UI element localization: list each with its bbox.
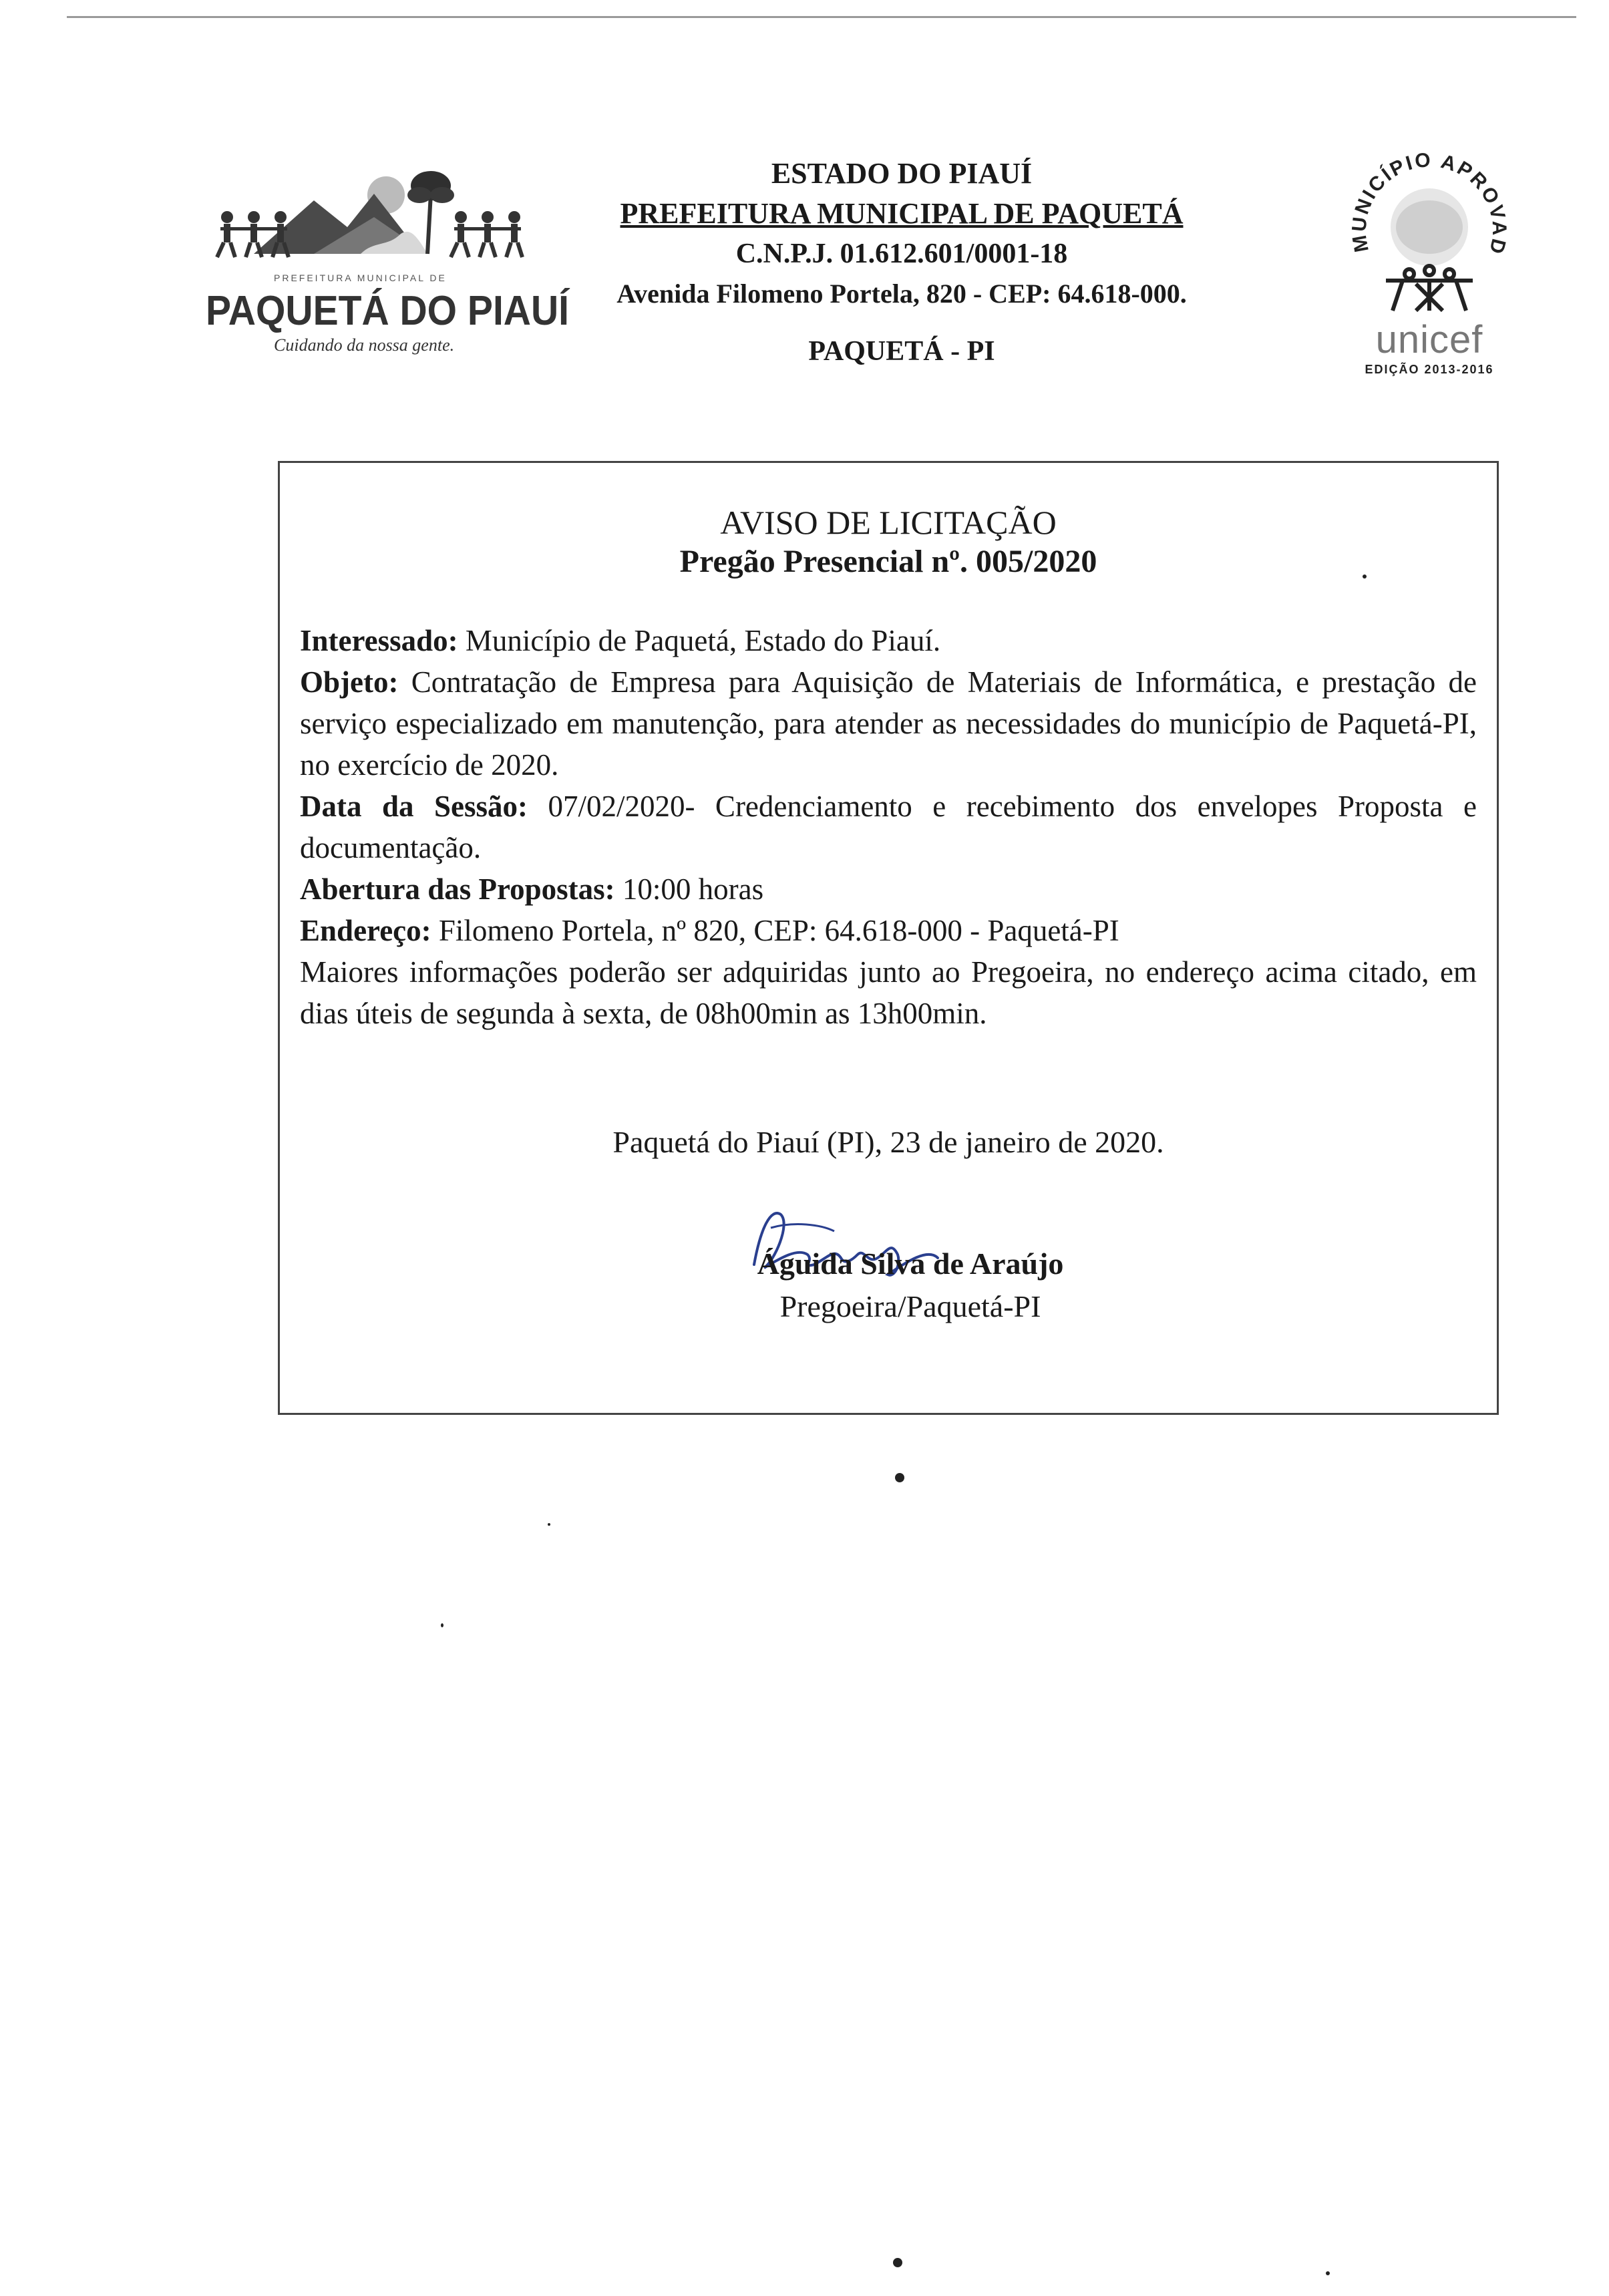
header-city: PAQUETÁ - PI [808, 336, 995, 367]
header-cnpj: C.N.P.J. 01.612.601/0001-18 [735, 238, 1068, 269]
field-objeto [300, 661, 1477, 786]
field-info: Maiores informações poderão ser adquiridas junto ao Pregoeira, no endereço acima citado, em dias úteis de segunda à sexta, de 08h00min as 13h00min. [300, 955, 1477, 1030]
logo-landscape-graphic [207, 154, 534, 274]
signer-role: Pregoeira/Paquetá-PI [779, 1289, 1041, 1323]
logo-slogan: Cuidando da nossa gente. [274, 335, 455, 355]
notice-body [300, 620, 1477, 1034]
scan-speck [893, 2258, 902, 2267]
header-address: Avenida Filomeno Portela, 820 - CEP: 64.618-000. [616, 279, 1187, 309]
seal-arc-text: MUNICÍPIO APROVAD [1348, 150, 1511, 258]
signer-name: Águida Silva de Araújo [757, 1247, 1064, 1281]
scan-speck [1326, 2271, 1330, 2275]
objeto-label: Objeto: [300, 665, 399, 699]
notice-title: AVISO DE LICITAÇÃO [720, 504, 1057, 541]
data-sessao-label: Data da Sessão: [300, 790, 528, 823]
endereco-value: Filomeno Portela, nº 820, CEP: 64.618-000 - Paquetá-PI [431, 914, 1119, 947]
notice-subtitle: Pregão Presencial nº. 005/2020 [679, 544, 1097, 579]
endereco-label: Endereço: [300, 914, 431, 947]
municipal-logo [194, 154, 570, 367]
logo-name: PAQUETÁ DO PIAUÍ [206, 288, 570, 334]
logo-small-text: PREFEITURA MUNICIPAL DE [274, 273, 447, 283]
field-endereco [300, 910, 1477, 951]
interessado-label: Interessado: [300, 624, 458, 657]
document-header [574, 154, 1229, 371]
place-date: Paquetá do Piauí (PI), 23 de janeiro de 2020. [612, 1125, 1164, 1159]
interessado-value: Município de Paquetá, Estado do Piauí. [458, 624, 941, 657]
unicef-edition: EDIÇÃO 2013-2016 [1365, 363, 1494, 376]
abertura-value: 10:00 horas [614, 872, 764, 906]
abertura-label: Abertura das Propostas: [300, 872, 615, 906]
unicef-brand: unicef [1375, 318, 1483, 361]
scan-speck [895, 1473, 904, 1482]
field-data-sessao [300, 786, 1477, 868]
scan-speck [1363, 575, 1367, 579]
objeto-value: Contratação de Empresa para Aquisição de Materiais de Informática, e prestação de serviço especializado em manutenção, para atender as necessidades do município de Paquetá-PI, no exercício de 2020. [300, 665, 1477, 782]
header-state: ESTADO DO PIAUÍ [771, 157, 1033, 190]
scan-border-line [67, 16, 1576, 18]
scan-speck [548, 1523, 550, 1526]
notice-box [278, 461, 1499, 1415]
field-interessado [300, 620, 1477, 661]
seal-emblem-graphic [1329, 150, 1530, 317]
unicef-seal [1329, 150, 1530, 377]
data-sessao-value: 07/02/2020- Credenciamento e recebimento dos envelopes Proposta e documentação. [300, 790, 1477, 864]
scan-speck [441, 1623, 443, 1627]
header-prefecture: PREFEITURA MUNICIPAL DE PAQUETÁ [620, 197, 1184, 230]
field-abertura [300, 868, 1477, 910]
